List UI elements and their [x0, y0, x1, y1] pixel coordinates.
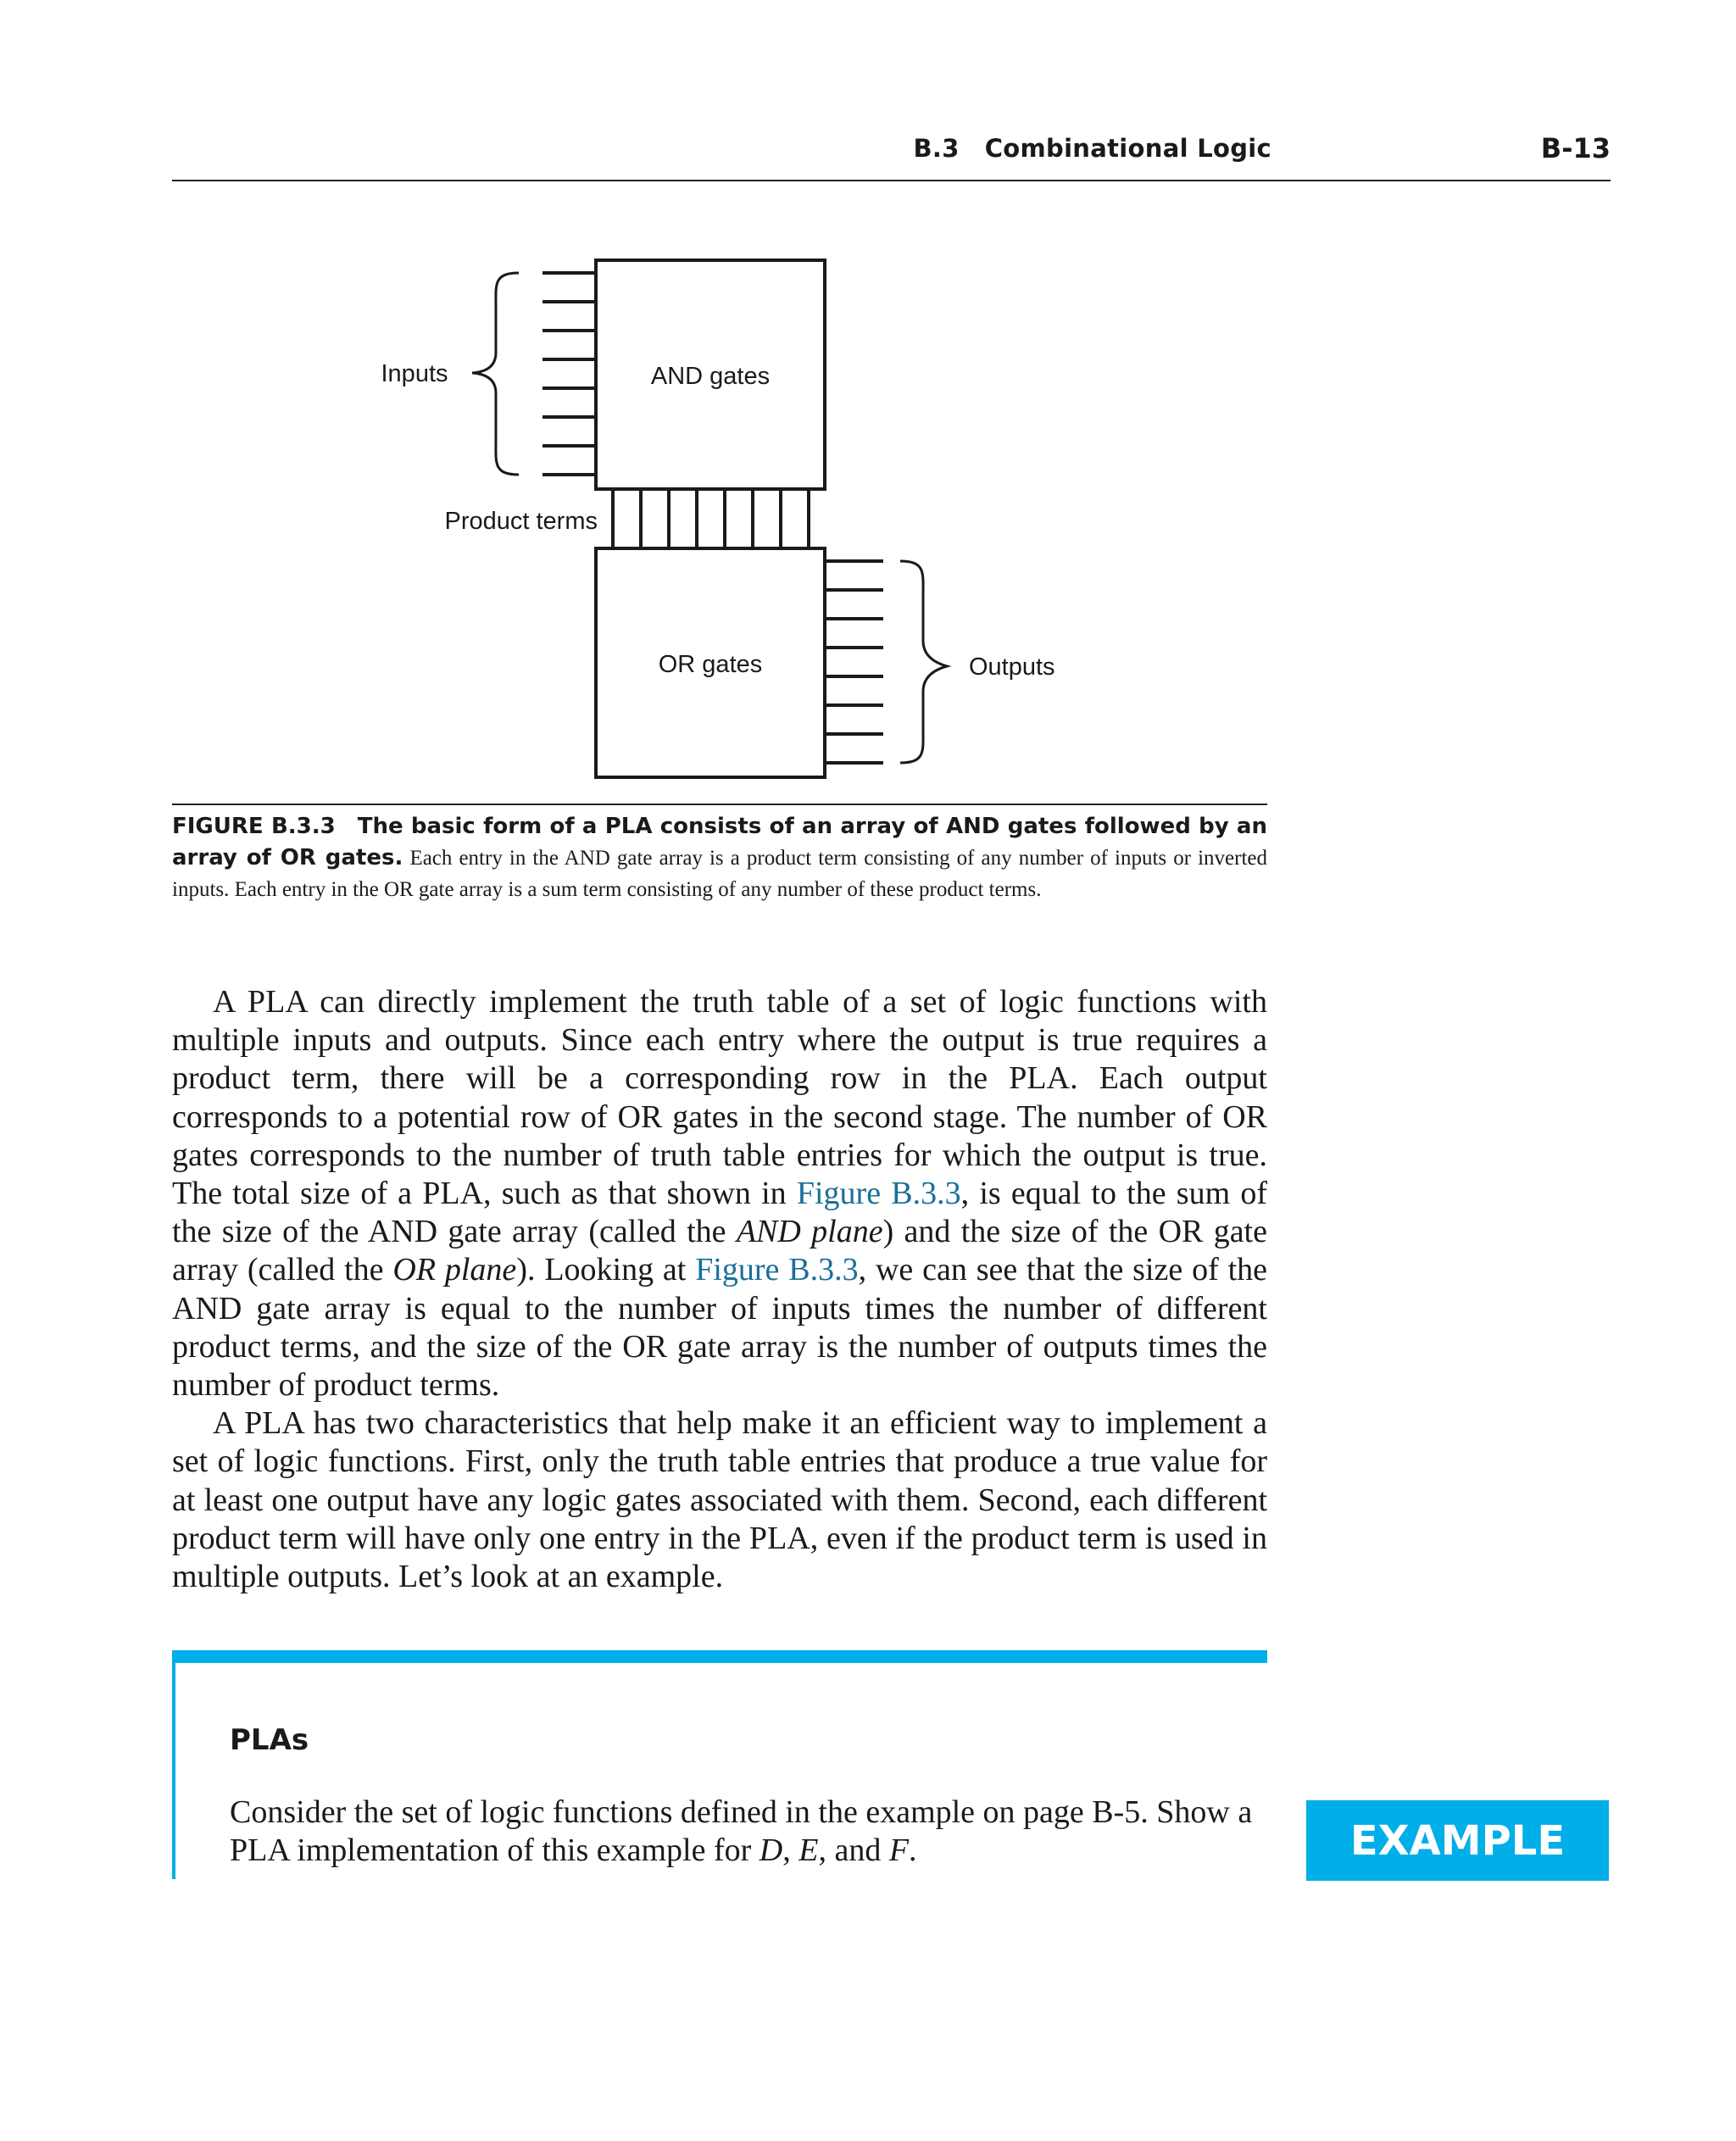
p1-text-5: , we can see that the size of the AND gate array is equal to the number of inputs times the number of different product terms, and the size of the OR gate array is the number of outputs times the number of product terms.	[172, 1252, 1267, 1404]
figure-link-1[interactable]: Figure B.3.3	[796, 1176, 961, 1212]
var-d: D	[759, 1832, 783, 1868]
figure-rule	[172, 804, 1267, 805]
or-gates-label: OR gates	[658, 651, 763, 678]
p1-text-1: A PLA can directly implement the truth table of a set of logic functions with multiple inputs and outputs. Since each entry where the output is true requires a product term, there will be a corresponding row in the PLA. Each output corresponds to a potential row of OR gates in the second stage. The number of OR gates corresponds to the number of truth table entries for which the output is true. The total size of a PLA, such as that shown in	[172, 984, 1267, 1212]
paragraph-2: A PLA has two characteristics that help make it an efficient way to implement a set of logic functions. First, only the truth table entries that produce a true value for at least one output have any logic gates associated with them. Second, each different product term will have only one entry in the PLA, even if the product term is used in multiple outputs. Let’s look at an example.	[172, 1405, 1267, 1595]
body-text	[172, 983, 1267, 1596]
example-top-bar	[172, 1650, 1267, 1663]
figure-caption	[172, 811, 1267, 905]
figure-link-2[interactable]: Figure B.3.3	[695, 1252, 859, 1288]
paragraph-1	[172, 983, 1267, 1404]
pla-diagram	[0, 0, 1736, 797]
example-text-1: Consider the set of logic functions defined in the example on page B-5. Show a PLA implementation of this example for	[230, 1794, 1253, 1868]
var-f: F	[888, 1832, 910, 1868]
p1-text-4: ). Looking at	[516, 1252, 696, 1288]
caption-text: Each entry in the AND gate array is a product term consisting of any number of inputs or inverted inputs. Each entry in the OR gate array is a sum term consisting of any number of these product terms.	[172, 847, 1268, 901]
inputs-brace	[472, 273, 519, 475]
example-period: .	[909, 1832, 917, 1868]
example-badge: EXAMPLE	[1306, 1800, 1609, 1881]
inputs-label: Inputs	[381, 360, 448, 387]
figure-number: FIGURE B.3.3	[172, 814, 336, 839]
caption-bold: The basic form of a PLA consists of an array of AND gates followed by an array of OR gates.	[172, 814, 1267, 870]
term-or-plane: OR plane	[392, 1252, 517, 1288]
outputs-label: Outputs	[969, 653, 1055, 681]
example-text	[230, 1793, 1267, 1870]
section-number: B.3	[913, 134, 960, 163]
example-heading: PLAs	[230, 1723, 309, 1757]
and-gates-label: AND gates	[650, 363, 771, 390]
outputs-brace	[900, 561, 947, 763]
p1-text-3: ) and the size of the OR gate array (called the	[172, 1214, 1267, 1288]
example-comma-1: ,	[782, 1832, 799, 1868]
section-name: Combinational Logic	[984, 134, 1271, 163]
term-and-plane: AND plane	[736, 1214, 883, 1250]
example-comma-2: , and	[818, 1832, 889, 1868]
p1-text-2: , is equal to the sum of the size of the AND gate array (called the	[172, 1176, 1267, 1250]
example-side-bar	[172, 1663, 175, 1879]
product-terms-label: Product terms	[444, 508, 598, 535]
page-number: B-13	[1540, 132, 1611, 164]
var-e: E	[798, 1832, 819, 1868]
